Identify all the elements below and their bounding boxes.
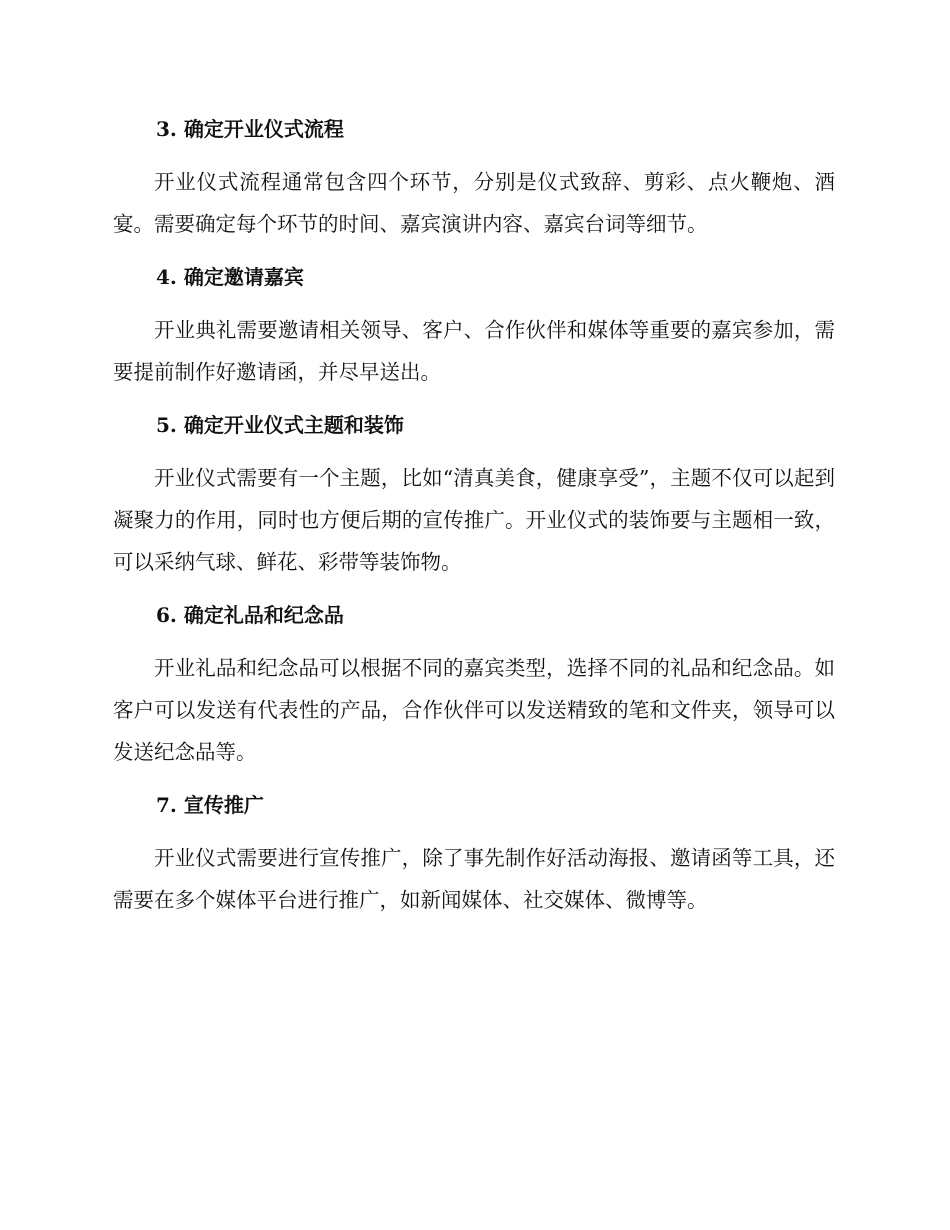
section-7 [113, 784, 835, 921]
section-paragraph: 开业仪式需要进行宣传推广，除了事先制作好活动海报、邀请函等工具，还需要在多个媒体平台进行推广，如新闻媒体、社交媒体、微博等。 [113, 846, 835, 912]
section-paragraph: 开业仪式需要有一个主题，比如“清真美食，健康享受”，主题不仅可以起到凝聚力的作用，同时也方便后期的宣传推广。开业仪式的装饰要与主题相一致，可以采纳气球、鲜花、彩带等装饰物。 [113, 466, 835, 574]
section-4 [113, 256, 835, 393]
section-heading: 7. 宣传推广 [156, 793, 264, 817]
section-3 [113, 108, 835, 245]
document-body [113, 108, 835, 932]
section-heading: 4. 确定邀请嘉宾 [156, 265, 304, 289]
section-heading: 6. 确定礼品和纪念品 [156, 603, 344, 627]
section-5 [113, 404, 835, 583]
section-heading: 5. 确定开业仪式主题和装饰 [156, 413, 404, 437]
section-paragraph: 开业典礼需要邀请相关领导、客户、合作伙伴和媒体等重要的嘉宾参加，需要提前制作好邀请函，并尽早送出。 [113, 318, 835, 384]
section-paragraph: 开业仪式流程通常包含四个环节，分别是仪式致辞、剪彩、点火鞭炮、酒宴。需要确定每个环节的时间、嘉宾演讲内容、嘉宾台词等细节。 [113, 170, 835, 236]
section-heading: 3. 确定开业仪式流程 [156, 117, 344, 141]
section-6 [113, 594, 835, 773]
section-paragraph: 开业礼品和纪念品可以根据不同的嘉宾类型，选择不同的礼品和纪念品。如客户可以发送有代表性的产品，合作伙伴可以发送精致的笔和文件夹，领导可以发送纪念品等。 [113, 656, 835, 764]
